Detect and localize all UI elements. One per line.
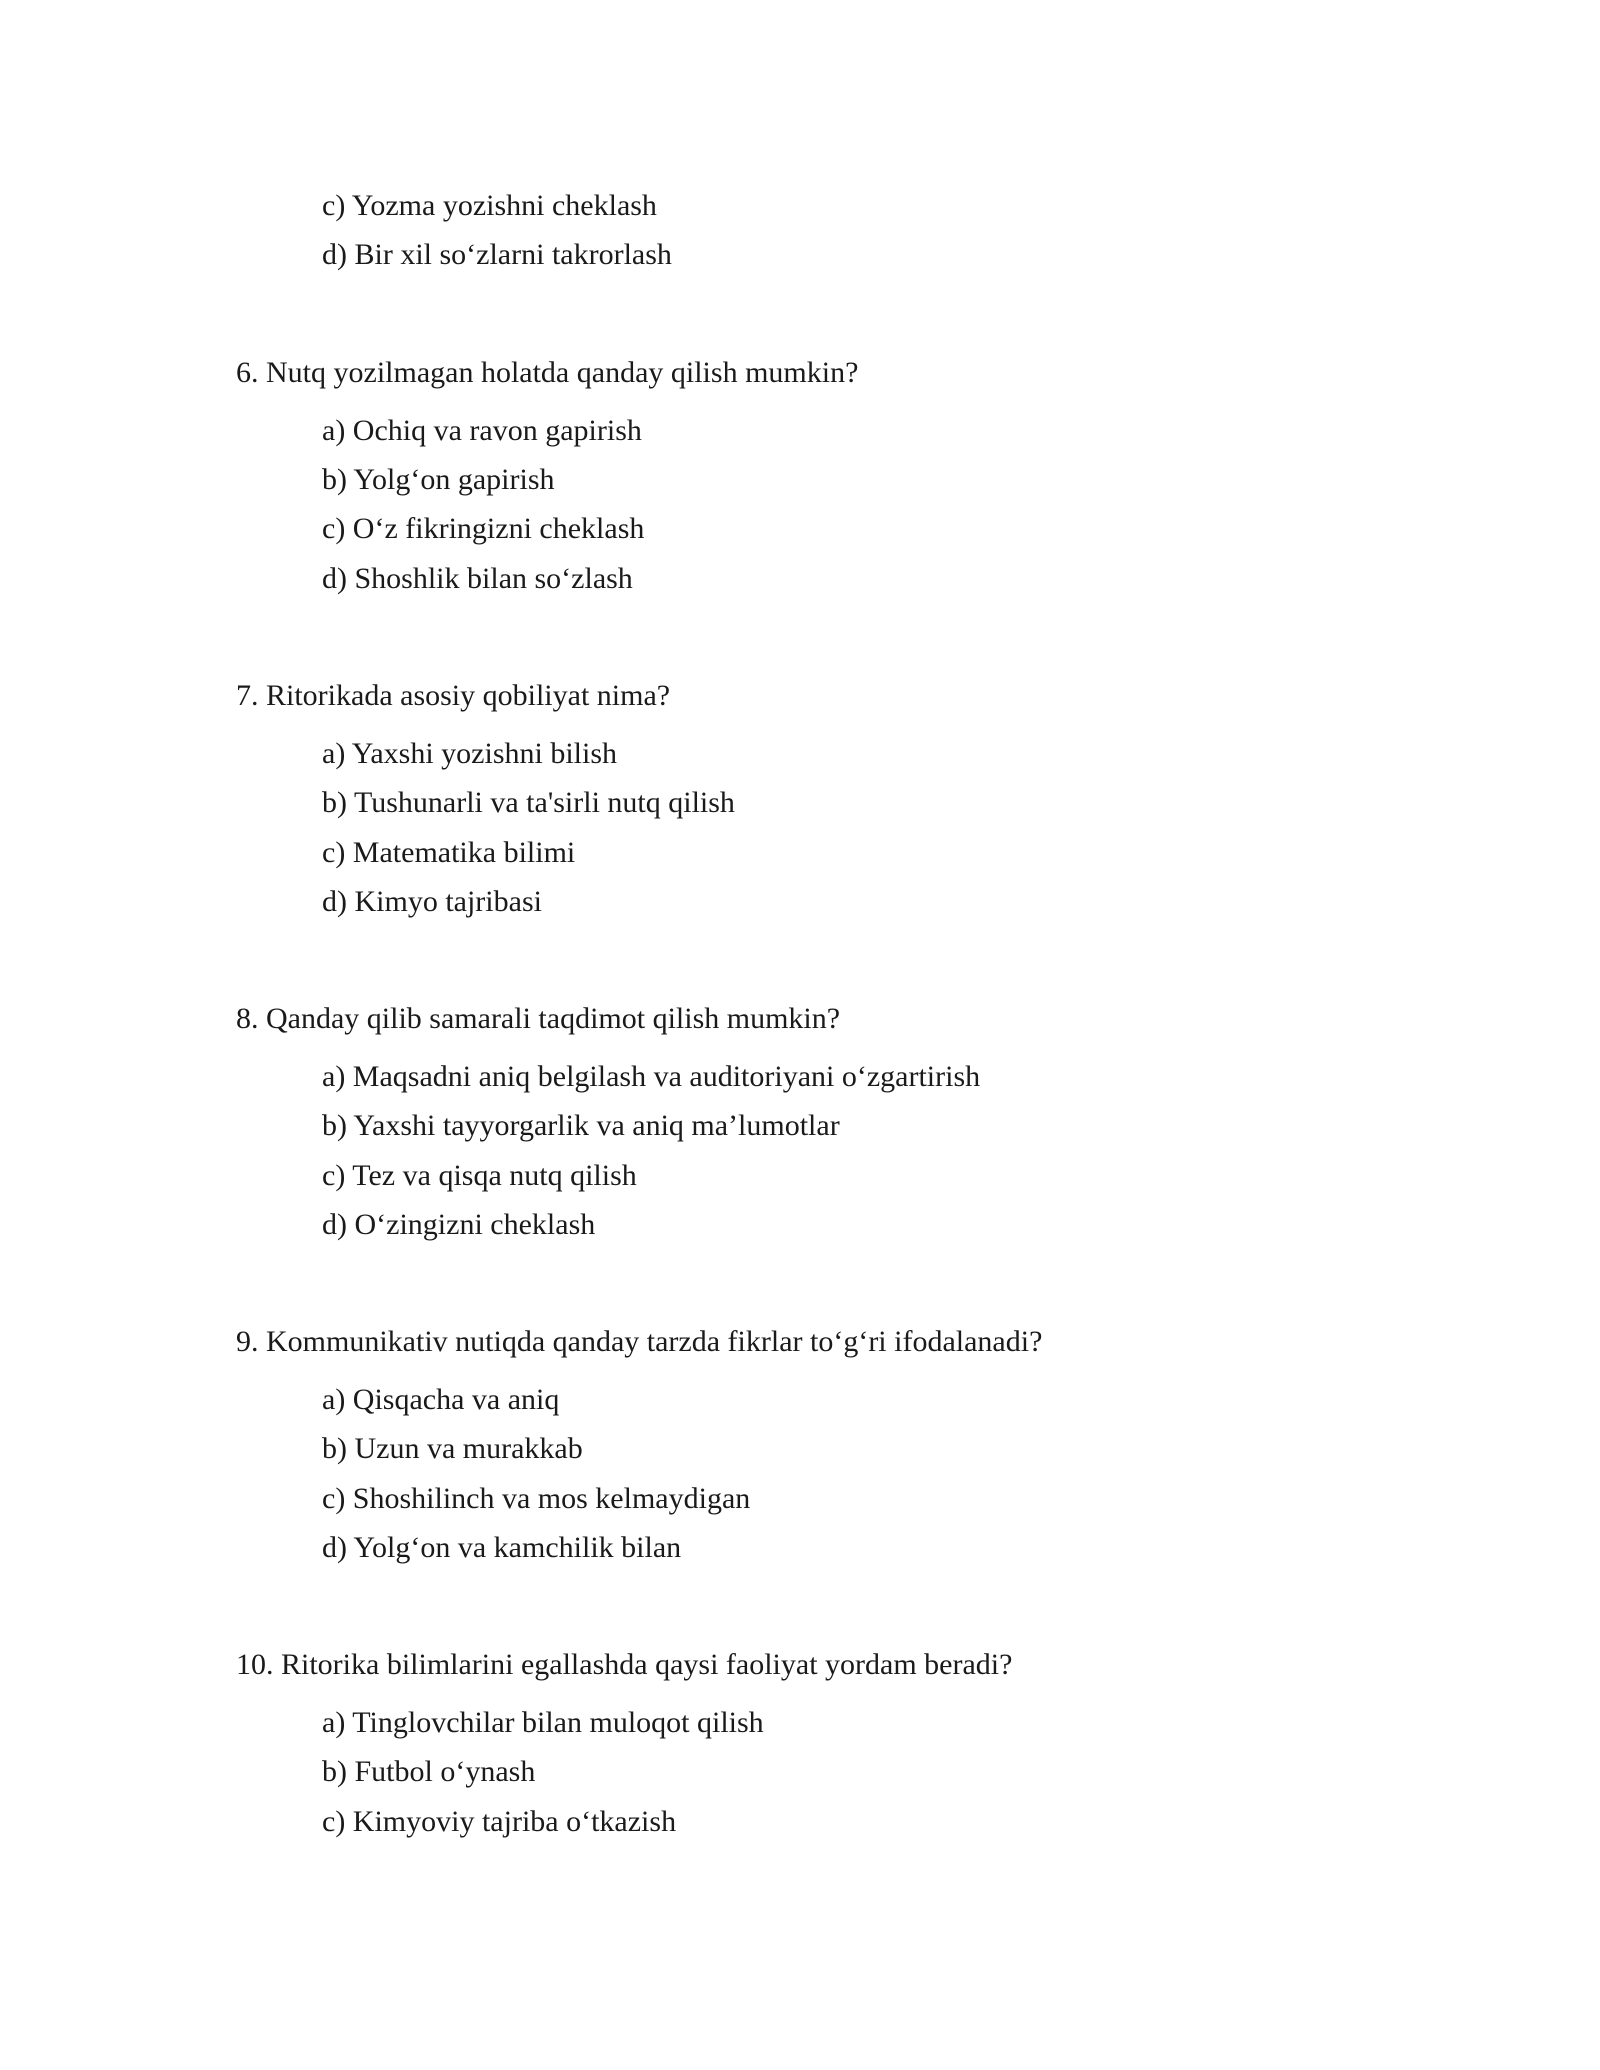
option-item: a) Yaxshi yozishni bilish — [322, 737, 618, 770]
option-item: c) Kimyoviy tajriba o‘tkazish — [322, 1805, 677, 1838]
question-text: 9. Kommunikativ nutiqda qanday tarzda fikrlar to‘g‘ri ifodalanadi? — [236, 1325, 1043, 1358]
option-item: a) Maqsadni aniq belgilash va auditoriyani o‘zgartirish — [322, 1060, 981, 1093]
question-text: 10. Ritorika bilimlarini egallashda qaysi faoliyat yordam beradi? — [236, 1648, 1013, 1681]
option-item: a) Qisqacha va aniq — [322, 1383, 560, 1416]
option-item: c) Yozma yozishni cheklash — [322, 189, 657, 222]
option-item: a) Tinglovchilar bilan muloqot qilish — [322, 1706, 764, 1739]
option-item: b) Yaxshi tayyorgarlik va aniq ma’lumotlar — [322, 1109, 840, 1142]
question-text: 8. Qanday qilib samarali taqdimot qilish mumkin? — [236, 1002, 841, 1035]
question-text: 6. Nutq yozilmagan holatda qanday qilish mumkin? — [236, 356, 859, 389]
option-item: c) O‘z fikringizni cheklash — [322, 512, 645, 545]
option-item: d) Yolg‘on va kamchilik bilan — [322, 1531, 682, 1564]
option-item: b) Uzun va murakkab — [322, 1432, 583, 1465]
option-item: c) Tez va qisqa nutq qilish — [322, 1159, 637, 1192]
option-item: c) Matematika bilimi — [322, 836, 576, 869]
option-item: d) O‘zingizni cheklash — [322, 1208, 596, 1241]
option-item: b) Yolg‘on gapirish — [322, 463, 555, 496]
option-item: a) Ochiq va ravon gapirish — [322, 414, 642, 447]
question-text: 7. Ritorikada asosiy qobiliyat nima? — [236, 679, 671, 712]
option-item: c) Shoshilinch va mos kelmaydigan — [322, 1482, 751, 1515]
option-item: b) Tushunarli va ta'sirli nutq qilish — [322, 786, 735, 819]
option-item: b) Futbol o‘ynash — [322, 1755, 536, 1788]
option-item: d) Shoshlik bilan so‘zlash — [322, 562, 633, 595]
option-item: d) Kimyo tajribasi — [322, 885, 542, 918]
option-item: d) Bir xil so‘zlarni takrorlash — [322, 238, 672, 271]
